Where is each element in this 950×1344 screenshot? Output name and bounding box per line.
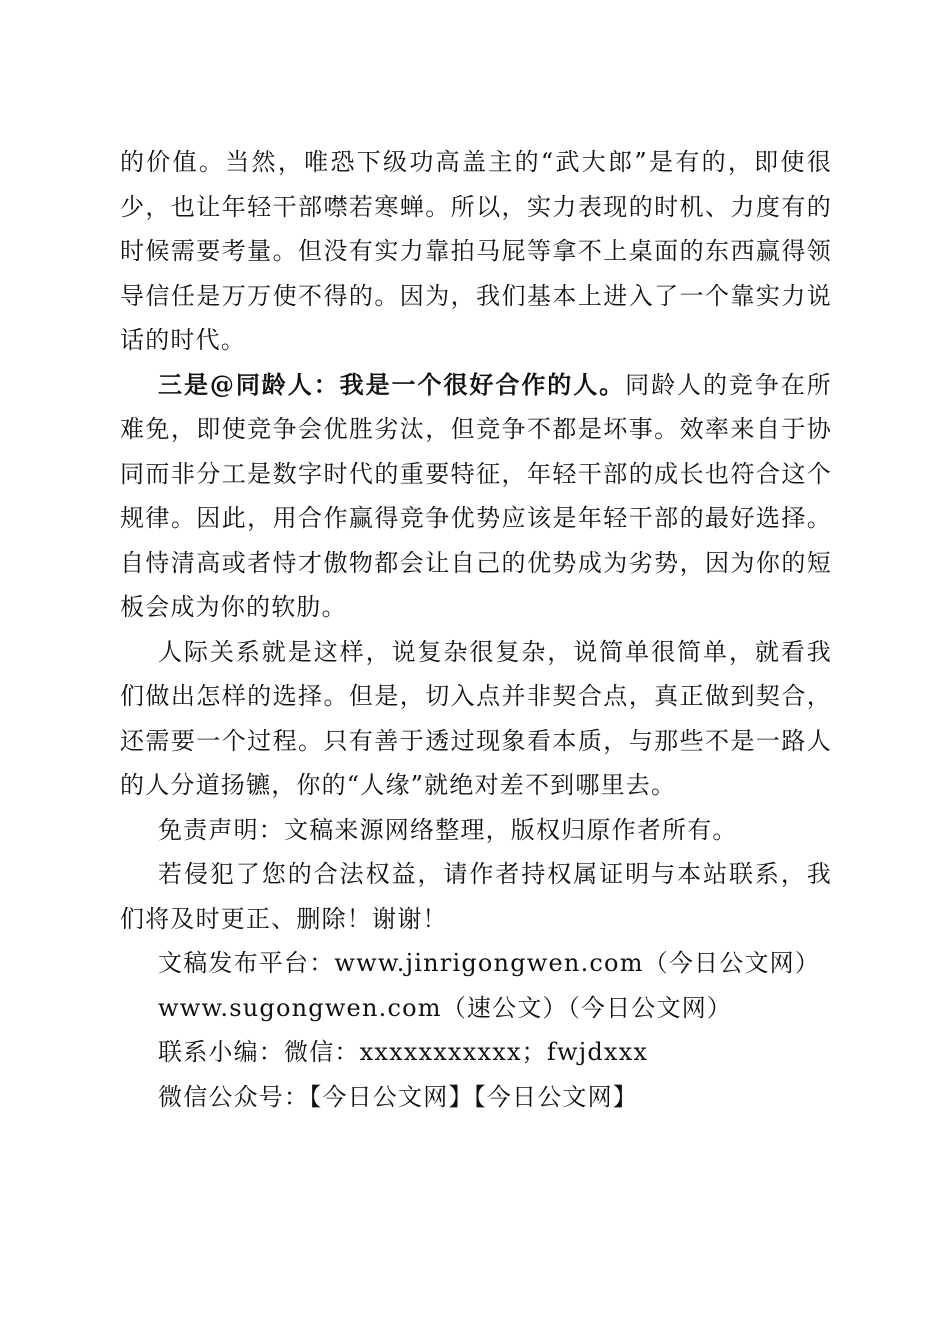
- body-paragraph-3: [120, 630, 832, 808]
- disclaimer-text: 免责声明：文稿来源网络整理，版权归原作者所有。: [158, 815, 738, 844]
- infringement-notice-text: 若侵犯了您的合法权益，请作者持权属证明与本站联系，我们将及时更正、删除！谢谢！: [120, 860, 832, 933]
- infringement-notice-paragraph: [120, 852, 832, 941]
- paragraph-text: 人际关系就是这样，说复杂很复杂，说简单很简单，就看我们做出怎样的选择。但是，切入点并非契合点，真正做到契合，还需要一个过程。只有善于透过现象看本质，与那些不是一路人的人分道扬镳，你的“人缘”就绝对差不到哪里去。: [120, 637, 832, 799]
- paragraph-heading: 三是@同龄人：我是一个很好合作的人。: [158, 369, 626, 399]
- document-page: [120, 140, 832, 1119]
- publish-platform-line: 文稿发布平台：www.jinrigongwen.com（今日公文网）: [158, 949, 821, 977]
- paragraph-text: 同龄人的竞争在所难免，即使竞争会优胜劣汰，但竞争不都是坏事。效率来自于协同而非分工是数字时代的重要特征，年轻干部的成长也符合这个规律。因此，用合作赢得竞争优势应该是年轻干部的最好选择。自恃清高或者恃才傲物都会让自己的优势成为劣势，因为你的短板会成为你的软肋。: [120, 370, 832, 621]
- paragraph-text: 的价值。当然，唯恐下级功高盖主的“武大郎”是有的，即使很少，也让年轻干部噤若寒蝉。所以，实力表现的时机、力度有的时候需要考量。但没有实力靠拍马屁等拿不上桌面的东西赢得领导信任是万万使不得的。因为，我们基本上进入了一个靠实力说话的时代。: [120, 148, 832, 354]
- disclaimer-paragraph: [120, 808, 832, 853]
- contact-editor-line: 联系小编：微信：xxxxxxxxxxx；fwjdxxx: [158, 1038, 649, 1066]
- body-paragraph-2: [120, 363, 832, 630]
- body-paragraph-1: [120, 140, 832, 363]
- sugongwen-site-line: www.sugongwen.com（速公文）（今日公文网）: [158, 993, 733, 1022]
- wechat-account-line: 微信公众号：【今日公文网】【今日公文网】: [158, 1082, 638, 1111]
